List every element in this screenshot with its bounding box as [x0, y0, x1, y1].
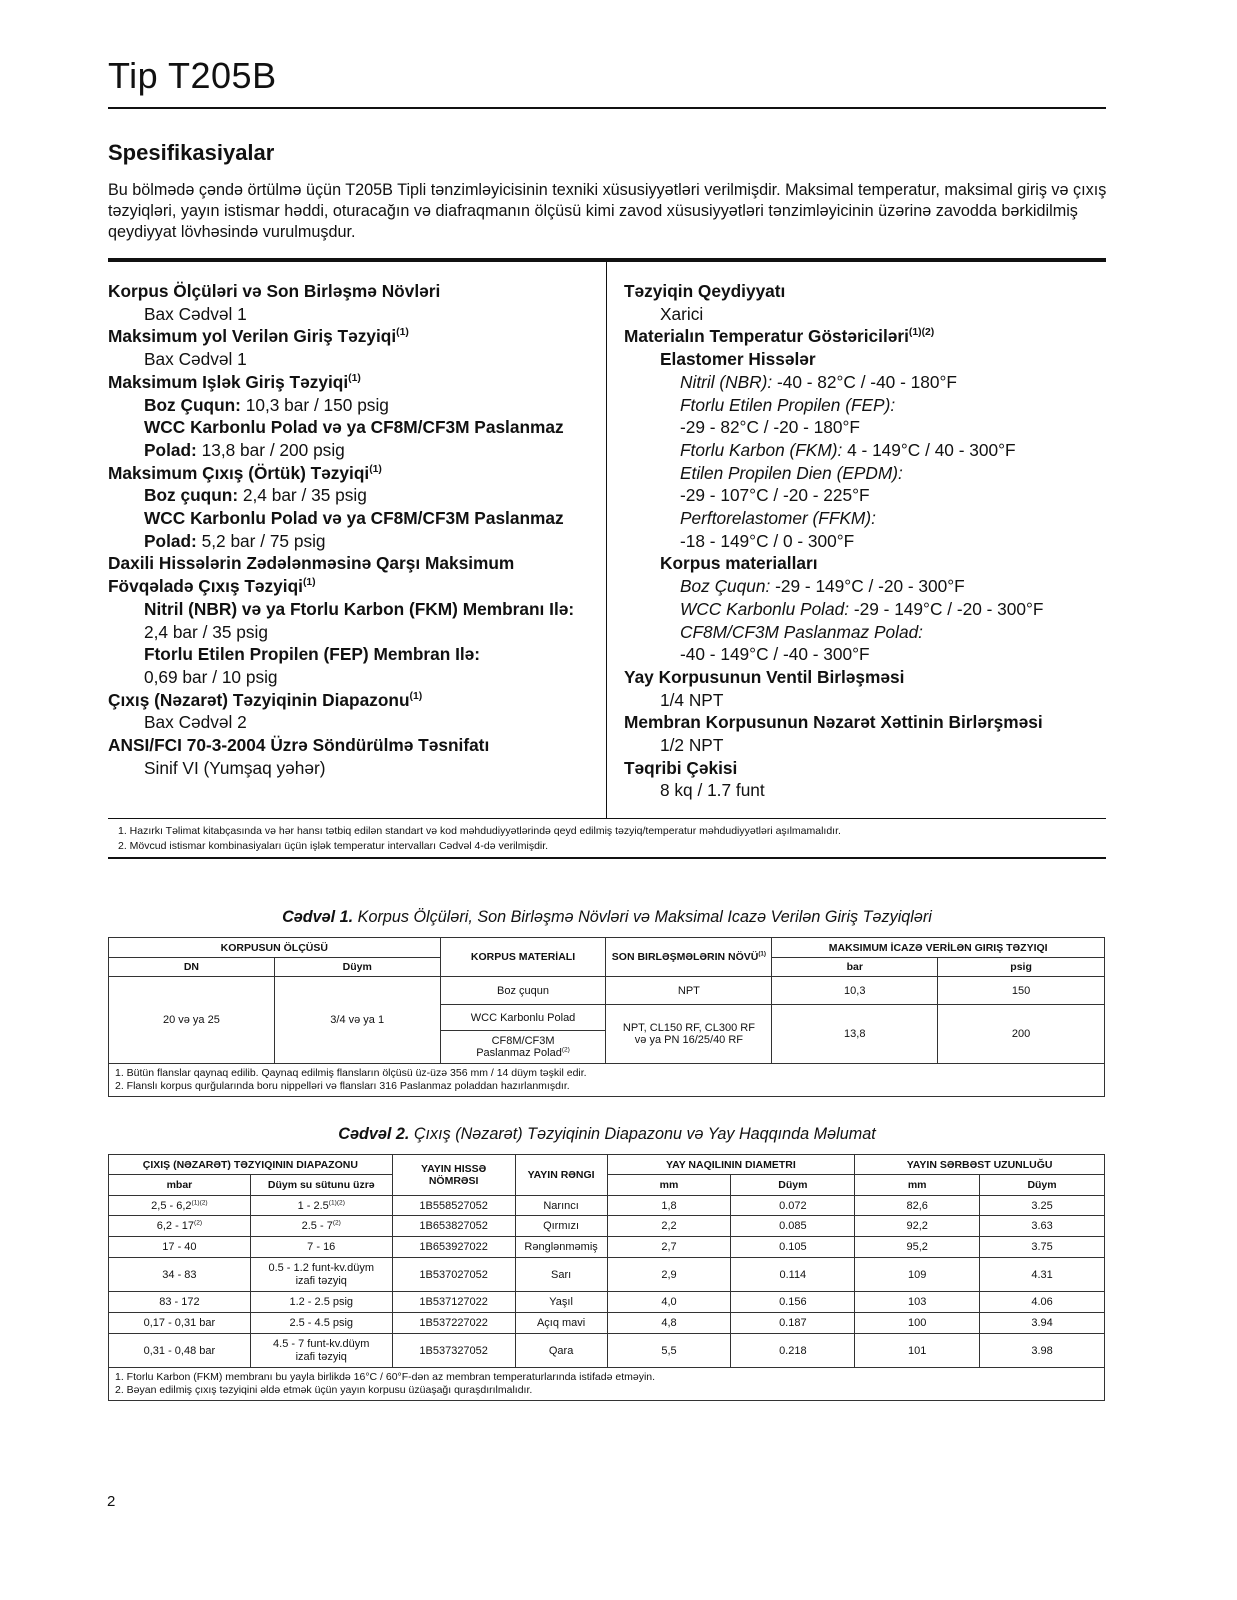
table2-cell-text: 0.114 [779, 1268, 807, 1281]
table1-cell-psig: 200 [938, 1005, 1105, 1064]
table2-cell-text: 0.156 [779, 1296, 807, 1308]
table2-header-color: YAYIN RƏNGI [515, 1155, 607, 1196]
spec-key: Boz çuqun: [144, 485, 239, 506]
spec-value: -29 - 149°C / -20 - 300°F [770, 576, 965, 597]
table2-cell-text: 2.5 - 4.5 psig [289, 1317, 354, 1329]
spec-footnote-ref: (1)(2) [908, 327, 935, 339]
table2-cell-text: 2.5 - 7 [301, 1220, 333, 1232]
table2-cell-text: 2,9 [661, 1268, 677, 1281]
spec-text: Maksimum Işlək Giriş Təzyiqi [108, 371, 349, 392]
spec-line [108, 711, 598, 734]
table2-cell-text: 34 - 83 [162, 1268, 197, 1281]
table1-caption [108, 908, 1106, 927]
spec-key: Polad: [144, 439, 197, 460]
spec-text: Nitril (NBR) və ya Ftorlu Karbon (FKM) Membranı Ilə: [144, 598, 575, 619]
table2-cell-inwc [250, 1334, 392, 1368]
spec-text: Maksimum Çıxış (Örtük) Təzyiqi [108, 462, 370, 483]
table2-cell-free-in [980, 1258, 1105, 1292]
spec-line [108, 325, 598, 348]
spec-text: Daxili Hissələrin Zədələnməsinə Qarşı Maksimum [108, 553, 515, 574]
table2-cell-text: 0.105 [779, 1241, 807, 1253]
spec-footnote: 1. Hazırkı Təlimat kitabçasında və hər hansı tətbiq edilən standart və kod məhdudiyyətlərində qeyd edilmiş təzyiq/temperatur məhdudiyyətləri aşılmamalıdır. [118, 825, 841, 837]
table2-cell-part [392, 1334, 515, 1368]
spec-right-column [624, 280, 1104, 802]
table2-cell-free-mm [855, 1216, 980, 1237]
table2-header-mbar: mbar [109, 1175, 251, 1196]
spec-text: 2,4 bar / 35 psig [144, 621, 268, 642]
spec-line [624, 462, 1104, 485]
table2-cell-text: 2,2 [661, 1220, 677, 1232]
intro-paragraph: Bu bölmədə çəndə örtülmə üçün T205B Tipli tənzimləyicisinin texniki xüsusiyyətləri verilmişdir. Maksimal temperatur, maksimal giriş və çıxış təzyiqləri, yayın istismar həddi, oturacağın və diafraqmanın ölçüsü kimi zavod xüsusiyyətləri tənzimləyicinin üzərinə zavodda bərkidilmiş qeydiyyat lövhəsində vurulmuşdur. [108, 181, 1107, 241]
table2-cell-inwc [250, 1258, 392, 1292]
table2-header-range: ÇIXIŞ (NƏZARƏT) TƏZYIQININ DIAPAZONU [109, 1155, 393, 1175]
table2-header-free-length: YAYIN SƏRBƏST UZUNLUĞU [855, 1155, 1105, 1175]
table2-cell-text: 4,0 [661, 1296, 677, 1308]
table2-cell-mbar [109, 1292, 251, 1313]
spec-footnotes [118, 824, 841, 854]
spec-line [108, 462, 598, 485]
spec-line [624, 575, 1104, 598]
table2-cell-text: 92,2 [906, 1220, 928, 1232]
table2-cell-text: 0.5 - 1.2 funt-kv.düym izafi təzyiq [268, 1261, 375, 1287]
table2-cell-inwc [250, 1196, 392, 1216]
table2-cell-mbar [109, 1334, 251, 1368]
table2-cell-text: 4,8 [661, 1317, 677, 1329]
spec-line [108, 530, 598, 553]
table2-cell-text: 0.218 [779, 1344, 807, 1357]
table1-cell-material-note: (2) [561, 1046, 570, 1054]
spec-text: 0,69 bar / 10 psig [144, 666, 278, 687]
spec-value: 5,2 bar / 75 psig [196, 530, 326, 551]
table2-cell-free-in [980, 1237, 1105, 1258]
spec-key: Nitril (NBR): [680, 371, 773, 392]
section-heading: Spesifikasiyalar [108, 140, 275, 165]
table2-cell-wire-mm [607, 1237, 731, 1258]
spec-line [624, 348, 1104, 371]
spec-line [624, 394, 1104, 417]
table2-cell-part [392, 1292, 515, 1313]
table2-cell-text: 1B537027052 [419, 1268, 488, 1281]
table2-header-wire: YAY NAQILININ DIAMETRI [607, 1155, 855, 1175]
spec-text: Sinif VI (Yumşaq yəhər) [144, 757, 326, 778]
table1-cell-material-text: Paslanmaz Polad [476, 1047, 562, 1059]
spec-text: Fövqəladə Çıxış Təzyiqi [108, 576, 303, 597]
table2-cell-text: Rənglənməmiş [524, 1241, 598, 1253]
table2-cell-text: 7 - 16 [307, 1241, 336, 1253]
spec-line [624, 621, 1104, 644]
spec-value: -40 - 82°C / -40 - 180°F [772, 371, 957, 392]
table2-cell-inwc [250, 1237, 392, 1258]
table2-cell-text: 109 [907, 1268, 927, 1281]
spec-line [108, 439, 598, 462]
table-row [109, 1313, 1105, 1334]
spec-value: 2,4 bar / 35 psig [238, 485, 367, 506]
table2-cell-text: Qara [548, 1344, 574, 1357]
spec-value: 13,8 bar / 200 psig [196, 439, 345, 460]
table1-note: 2. Flanslı korpus qurğularında boru nippelləri və flansları 316 Paslanmaz poladdan hazırlanmışdır. [115, 1080, 570, 1092]
spec-text: Ftorlu Etilen Propilen (FEP): [680, 394, 896, 415]
spec-line [108, 621, 598, 644]
table2-cell-free-mm [855, 1292, 980, 1313]
spec-text: -40 - 149°C / -40 - 300°F [680, 644, 870, 665]
spec-text: Bax Cədvəl 1 [144, 349, 247, 370]
spec-line [624, 757, 1104, 780]
table-row [109, 1258, 1105, 1292]
spec-text: WCC Karbonlu Polad və ya CF8M/CF3M Paslanmaz [144, 508, 564, 529]
spec-text: Təzyiqin Qeydiyyatı [624, 281, 786, 301]
table2-note: 1. Ftorlu Karbon (FKM) membranı bu yayla birlikdə 16°C / 60°F-dən az membran temperaturlarında istifadə etməyin. [115, 1371, 656, 1383]
spec-line [108, 689, 598, 712]
spec-line [108, 552, 598, 575]
table2-cell-color [515, 1196, 607, 1216]
table1-header-body-size: KORPUSUN ÖLÇÜSÜ [109, 938, 441, 958]
table2-cell-text: 17 - 40 [162, 1241, 197, 1253]
table2-cell-note: (2) [332, 1219, 341, 1227]
spec-line [624, 689, 1104, 712]
table1-header-end-connection-note: (1) [758, 950, 767, 958]
spec-bottom-divider [108, 818, 1106, 819]
spec-line [624, 325, 1104, 348]
table2-header-inwc: Düym su sütunu üzrə [250, 1175, 392, 1196]
spec-line [624, 507, 1104, 530]
table2-cell-wire-in [731, 1196, 855, 1216]
spec-line [108, 575, 598, 598]
table2-header-free-in: Düym [980, 1175, 1105, 1196]
table2-header-wire-mm: mm [607, 1175, 731, 1196]
table-row [109, 1292, 1105, 1313]
table2-cell-part [392, 1258, 515, 1292]
spec-line [624, 598, 1104, 621]
table2-cell-wire-in [731, 1334, 855, 1368]
table2-cell-mbar [109, 1216, 251, 1237]
table1-header-psig: psig [938, 958, 1105, 977]
spec-text: Materialın Temperatur Göstəriciləri [624, 326, 909, 347]
spec-text: 1/2 NPT [660, 735, 724, 756]
table2-cell-text: 1 - 2.5 [297, 1199, 329, 1212]
table2-cell-text: 82,6 [906, 1199, 928, 1212]
table2-cell-note: (1)(2) [328, 1198, 345, 1206]
spec-line [624, 711, 1104, 734]
table-row [109, 1237, 1105, 1258]
table2-cell-wire-in [731, 1292, 855, 1313]
table2-cell-wire-mm [607, 1313, 731, 1334]
table2-cell-free-in [980, 1313, 1105, 1334]
table2-cell-text: Açıq mavi [536, 1317, 586, 1329]
table2-cell-part [392, 1196, 515, 1216]
table2-cell-text: 0.085 [779, 1220, 807, 1232]
table2-cell-text: 1B653827052 [419, 1220, 488, 1232]
spec-text: Korpus Ölçüləri və Son Birləşmə Növləri [108, 281, 441, 301]
spec-line [108, 757, 598, 780]
spec-key: Boz Çuqun: [680, 576, 771, 597]
spec-value: -29 - 149°C / -20 - 300°F [849, 598, 1044, 619]
spec-line [624, 530, 1104, 553]
table2-cell-text: 4.31 [1031, 1268, 1053, 1281]
table1-cell-inch: 3/4 və ya 1 [274, 977, 440, 1064]
table2-cell-text: 1B558527052 [419, 1199, 488, 1212]
table2-cell-text: 4.06 [1031, 1296, 1053, 1308]
spec-text: CF8M/CF3M Paslanmaz Polad: [680, 621, 923, 642]
table1-cell-material [440, 1031, 606, 1064]
table2-cell-free-mm [855, 1334, 980, 1368]
table2-cell-wire-in [731, 1237, 855, 1258]
spec-line [624, 666, 1104, 689]
table2-cell-text: Narıncı [543, 1199, 579, 1212]
table2-cell-free-in [980, 1292, 1105, 1313]
notes-divider [108, 857, 1106, 859]
table2-cell-text: 6,2 - 17 [156, 1220, 195, 1232]
table2-cell-free-in [980, 1334, 1105, 1368]
spec-line [108, 484, 598, 507]
table1-header-inch: Düym [274, 958, 440, 977]
table1-cell-end [606, 1005, 772, 1064]
table2-header-wire-in: Düym [731, 1175, 855, 1196]
spec-line [624, 552, 1104, 575]
table2-cell-color [515, 1216, 607, 1237]
table2-cell-inwc [250, 1216, 392, 1237]
table2-cell-text: 2,5 - 6,2 [151, 1199, 192, 1212]
spec-key: Polad: [144, 530, 197, 551]
table2-cell-free-in [980, 1216, 1105, 1237]
table2-cell-text: 4.5 - 7 funt-kv.düym izafi təzyiq [273, 1337, 370, 1363]
table2 [108, 1154, 1105, 1401]
table2-cell-text: 3.98 [1031, 1344, 1053, 1357]
table2-cell-text: Sarı [551, 1268, 572, 1281]
document-title: Tip T205B [108, 55, 277, 96]
table2-cell-wire-in [731, 1313, 855, 1334]
table1-cell-bar: 13,8 [772, 1005, 938, 1064]
table2-cell-mbar [109, 1313, 251, 1334]
table2-cell-text: 103 [907, 1296, 927, 1308]
spec-line [108, 507, 598, 530]
table2-cell-text: 100 [907, 1317, 927, 1329]
table2-caption-label: Cədvəl 2. [338, 1125, 410, 1143]
table2-cell-mbar [109, 1196, 251, 1216]
table2-cell-text: 2,7 [661, 1241, 677, 1253]
table2-cell-free-mm [855, 1258, 980, 1292]
spec-text: Bax Cədvəl 1 [144, 303, 247, 324]
table2-cell-free-mm [855, 1313, 980, 1334]
table2-cell-note: (1)(2) [191, 1198, 208, 1206]
table2-caption [108, 1125, 1106, 1144]
spec-key: WCC Karbonlu Polad: [680, 598, 850, 619]
spec-key: Ftorlu Karbon (FKM): [680, 439, 843, 460]
table1-header-max-pressure: MAKSIMUM İCAZƏ VERİLƏN GIRIŞ TƏZYIQI [772, 938, 1105, 958]
table2-cell-text: 3.94 [1031, 1317, 1053, 1329]
table2-cell-text: 1B537127022 [419, 1296, 488, 1308]
spec-line [108, 598, 598, 621]
spec-footnote-ref: (1) [302, 577, 316, 589]
table-row [109, 1216, 1105, 1237]
spec-text: Maksimum yol Verilən Giriş Təzyiqi [108, 326, 397, 347]
spec-footnote-ref: (1) [409, 690, 423, 702]
spec-text: Çıxış (Nəzarət) Təzyiqinin Diapazonu [108, 689, 410, 710]
spec-text: Etilen Propilen Dien (EPDM): [680, 462, 903, 483]
table2-cell-color [515, 1258, 607, 1292]
table1-cell-material: Boz çuqun [440, 977, 606, 1005]
table2-cell-part [392, 1237, 515, 1258]
spec-text: 1/4 NPT [660, 689, 724, 710]
table2-cell-color [515, 1334, 607, 1368]
table2-header-part: YAYIN HISSƏ NÖMRƏSI [392, 1155, 515, 1196]
spec-line [624, 303, 1104, 326]
table1-note: 1. Bütün flanslar qaynaq edilib. Qaynaq edilmiş flansların ölçüsü üz-üzə 356 mm / 14 düym təşkil edir. [115, 1067, 587, 1079]
spec-line [624, 643, 1104, 666]
spec-line [108, 394, 598, 417]
table2-cell-text: Qırmızı [543, 1220, 580, 1232]
spec-value: 10,3 bar / 150 psig [240, 394, 389, 415]
table1-caption-text: Korpus Ölçüləri, Son Birləşmə Növləri və Maksimal Icazə Verilən Giriş Təzyiqləri [353, 908, 932, 926]
table2-cell-wire-mm [607, 1292, 731, 1313]
spec-line [108, 371, 598, 394]
spec-text: Membran Korpusunun Nəzarət Xəttinin Birlərşməsi [624, 712, 1043, 733]
spec-text: -29 - 82°C / -20 - 180°F [680, 417, 860, 438]
table2-cell-text: 3.75 [1031, 1241, 1053, 1253]
spec-line [108, 734, 598, 757]
spec-text: Elastomer Hissələr [660, 349, 816, 370]
table2-cell-text: 1B653927022 [419, 1241, 488, 1253]
spec-text: -29 - 107°C / -20 - 225°F [680, 485, 870, 506]
spec-line [624, 371, 1104, 394]
table2-cell-color [515, 1292, 607, 1313]
table2-cell-text: 1,8 [661, 1199, 677, 1212]
table2-cell-color [515, 1313, 607, 1334]
table1-header-end-connection [606, 938, 772, 977]
spec-line [624, 734, 1104, 757]
spec-value: 4 - 149°C / 40 - 300°F [842, 439, 1016, 460]
spec-text: ANSI/FCI 70-3-2004 Üzrə Söndürülmə Təsnifatı [108, 735, 490, 756]
table2-cell-mbar [109, 1237, 251, 1258]
spec-footnote: 2. Mövcud istismar kombinasiyaları üçün işlək temperatur intervalları Cədvəl 4-də verilmişdir. [118, 840, 549, 852]
spec-key: Boz Çuqun: [144, 394, 241, 415]
spec-line [108, 416, 598, 439]
table2-cell-free-mm [855, 1237, 980, 1258]
spec-text: Xarici [660, 303, 704, 324]
spec-text: Təqribi Çəkisi [624, 757, 738, 778]
table2-cell-wire-mm [607, 1216, 731, 1237]
spec-text: Perftorelastomer (FFKM): [680, 508, 876, 529]
spec-line [108, 348, 598, 371]
spec-text: Bax Cədvəl 2 [144, 712, 247, 733]
table1-notes [109, 1064, 1105, 1097]
table2-cell-wire-mm [607, 1334, 731, 1368]
page-number: 2 [107, 1493, 116, 1510]
table1-cell-dn: 20 və ya 25 [109, 977, 275, 1064]
table-row [109, 1196, 1105, 1216]
spec-line [624, 280, 1104, 303]
table2-cell-text: 101 [907, 1344, 927, 1357]
table2-cell-free-mm [855, 1196, 980, 1216]
spec-text: -18 - 149°C / 0 - 300°F [680, 530, 855, 551]
spec-text: Korpus materialları [660, 553, 818, 574]
spec-line [624, 484, 1104, 507]
spec-text: Ftorlu Etilen Propilen (FEP) Membran Ilə: [144, 644, 481, 665]
table1 [108, 937, 1105, 1097]
spec-top-divider [108, 258, 1106, 262]
table2-cell-text: 0,31 - 0,48 bar [143, 1344, 216, 1357]
table1-cell-psig: 150 [938, 977, 1105, 1005]
table2-cell-text: 0.072 [779, 1199, 807, 1212]
table1-cell-end: NPT [606, 977, 772, 1005]
table1-caption-label: Cədvəl 1. [282, 908, 354, 926]
table2-cell-text: 5,5 [661, 1344, 677, 1357]
table2-cell-inwc [250, 1292, 392, 1313]
table1-header-dn: DN [109, 958, 275, 977]
table2-cell-mbar [109, 1258, 251, 1292]
spec-line [108, 280, 598, 303]
spec-line [624, 439, 1104, 462]
table2-cell-text: 1B537227022 [419, 1317, 488, 1329]
table1-header-end-connection-text: SON BIRLƏŞMƏLƏRIN NÖVÜ [611, 951, 759, 963]
table2-cell-wire-in [731, 1258, 855, 1292]
table2-header-free-mm: mm [855, 1175, 980, 1196]
table2-cell-text: 1.2 - 2.5 psig [289, 1296, 354, 1308]
spec-column-divider [606, 262, 607, 818]
table2-cell-inwc [250, 1313, 392, 1334]
table2-cell-text: 3.63 [1031, 1220, 1053, 1232]
table2-cell-free-in [980, 1196, 1105, 1216]
spec-text: Yay Korpusunun Ventil Birləşməsi [624, 666, 905, 687]
spec-line [624, 416, 1104, 439]
table2-cell-text: 83 - 172 [159, 1296, 200, 1308]
table2-cell-text: 3.25 [1031, 1199, 1053, 1212]
table2-notes [109, 1368, 1105, 1401]
table1-header-material: KORPUS MATERİALI [440, 938, 606, 977]
table2-note: 2. Bəyan edilmiş çıxış təzyiqini əldə etmək üçün yayın korpusu üzüaşağı quraşdırılmalıdır. [115, 1384, 533, 1396]
table1-cell-end-line: və ya PN 16/25/40 RF [634, 1034, 744, 1046]
table1-cell-bar: 10,3 [772, 977, 938, 1005]
spec-text: 8 kq / 1.7 funt [660, 780, 765, 801]
table2-cell-part [392, 1216, 515, 1237]
table2-cell-text: 0.187 [779, 1317, 807, 1329]
spec-footnote-ref: (1) [396, 327, 409, 339]
table2-cell-text: 95,2 [906, 1241, 928, 1253]
table-row [109, 1334, 1105, 1368]
table2-caption-text: Çıxış (Nəzarət) Təzyiqinin Diapazonu və Yay Haqqında Məlumat [409, 1125, 876, 1143]
table2-cell-wire-in [731, 1216, 855, 1237]
table2-cell-text: 0,17 - 0,31 bar [143, 1317, 216, 1329]
table2-cell-note: (2) [194, 1219, 203, 1227]
table1-header-bar: bar [772, 958, 938, 977]
spec-left-column [108, 280, 598, 779]
spec-line [108, 643, 598, 666]
spec-footnote-ref: (1) [348, 373, 361, 385]
table1-cell-material: WCC Karbonlu Polad [440, 1005, 606, 1031]
spec-text: WCC Karbonlu Polad və ya CF8M/CF3M Paslanmaz [144, 417, 564, 438]
table2-cell-text: 1B537327052 [419, 1344, 488, 1357]
spec-line [108, 303, 598, 326]
table2-cell-color [515, 1237, 607, 1258]
table1-cell-material-line: CF8M/CF3M [491, 1035, 555, 1047]
spec-line [108, 666, 598, 689]
spec-footnote-ref: (1) [369, 463, 382, 475]
table2-cell-part [392, 1313, 515, 1334]
table2-cell-text: Yaşıl [549, 1296, 573, 1308]
table1-cell-material-line [445, 1047, 602, 1059]
table2-cell-wire-mm [607, 1258, 731, 1292]
spec-line [624, 779, 1104, 802]
table2-cell-wire-mm [607, 1196, 731, 1216]
table1-cell-end-line: NPT, CL150 RF, CL300 RF [622, 1022, 755, 1034]
title-divider [108, 107, 1106, 109]
